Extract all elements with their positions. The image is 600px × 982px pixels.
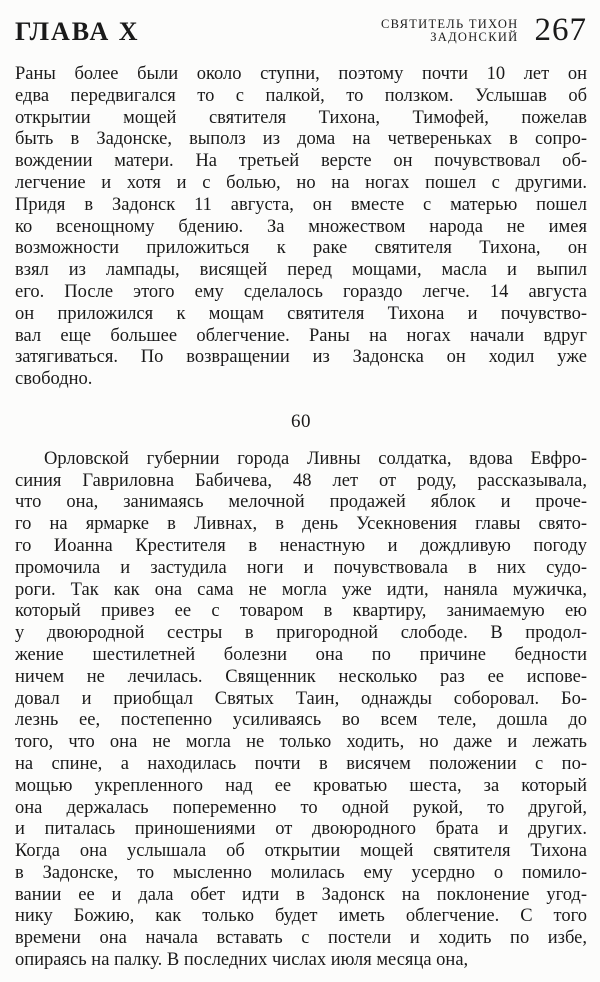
text-line: го на ярмарке в Ливнах, в день Усекновения главы свято- — [15, 514, 587, 535]
text-line: на спине, а находилась почти в висячем положении с по- — [15, 753, 587, 774]
text-line: лезнь ее, постепенно усиливаясь во всем теле, дошла до — [15, 710, 587, 731]
text-line: и питалась приношениями от двоюродного брата и других. — [15, 819, 587, 840]
page-number: 267 — [534, 12, 587, 48]
text-line: мощью укрепленного над ее кроватью шеста, за который — [15, 775, 587, 796]
running-title — [381, 18, 519, 44]
body-text — [15, 64, 587, 972]
text-line: нику Божию, как только будет иметь облегчение. С того — [15, 906, 587, 927]
chapter-heading: ГЛАВА X — [15, 17, 140, 46]
text-line: возможности приложиться к раке святителя Тихона, он — [15, 238, 587, 259]
text-line: что она, занимаясь мелочной продажей яблок и проче- — [15, 492, 587, 513]
text-line: открытии мощей святителя Тихона, Тимофей, пожелав — [15, 107, 587, 128]
running-title-line-2: ЗАДОНСКИЙ — [430, 30, 519, 44]
text-line: свободно. — [15, 369, 93, 390]
text-line: в Задонске, то мысленно молилась ему усердно о помило- — [15, 862, 587, 883]
text-line: вал еще большее облегчение. Раны на ногах начали вдруг — [15, 325, 587, 346]
text-line: у двоюродной сестры в пригородной слободе. В продол- — [15, 623, 587, 644]
text-line: ничем не лечилась. Священник несколько раз ее испове- — [15, 666, 587, 687]
text-line: который привез ее с товаром в квартиру, занимаемую ею — [15, 601, 587, 622]
text-line: того, что она не могла не только ходить, но даже и лежать — [15, 732, 587, 753]
text-line: вании ее и дала обет идти в Задонск на поклонение угод- — [15, 884, 587, 905]
text-line: ко всенощному бдению. За множеством народа не имея — [15, 216, 587, 237]
text-line: быть в Задонске, выполз из дома на четвереньках в сопро- — [15, 129, 587, 150]
text-line: он приложился к мощам святителя Тихона и почувство- — [15, 303, 587, 324]
running-title-line-1: СВЯТИТЕЛЬ ТИХОН — [380, 17, 519, 31]
text-line: довал и приобщал Святых Таин, однажды соборовал. Бо- — [15, 688, 587, 709]
text-line: Раны более были около ступни, поэтому почти 10 лет он — [15, 64, 587, 84]
paragraph-2 — [15, 449, 587, 972]
paragraph-1 — [15, 64, 587, 391]
text-line: взял из лампады, висящей перед мощами, масла и выпил — [15, 260, 587, 281]
text-line: вождении матери. На третьей версте он почувствовал об- — [15, 151, 587, 172]
text-line: Когда она услышала об открытии мощей святителя Тихона — [15, 841, 587, 862]
text-line: Придя в Задонск 11 августа, он вместе с матерью пошел — [15, 194, 587, 215]
text-line: Орловской губернии города Ливны солдатка, вдова Евфро- — [44, 448, 587, 469]
text-line: его. После этого ему сделалось гораздо легче. 14 августа — [15, 281, 587, 302]
section-number: 60 — [291, 410, 311, 432]
text-line: времени она начала вставать с постели и ходить по избе, — [15, 928, 587, 949]
text-line: синия Гавриловна Бабичева, 48 лет от роду, рассказывала, — [15, 470, 587, 491]
text-line: легчение и хотя и с болью, но на ногах пошел с другими. — [15, 172, 587, 193]
text-line: едва передвигался то с палкой, то ползком. Услышав об — [15, 85, 587, 106]
text-line: опираясь на палку. В последних числах июля месяца она, — [15, 950, 469, 971]
text-line: затягиваться. По возвращении из Задонска он ходил уже — [15, 347, 587, 368]
header-right-group — [381, 14, 587, 46]
text-line: роги. Так как она сама не могла уже идти, наняла мужичка, — [15, 579, 587, 600]
text-line: го Иоанна Крестителя в ненастную и дождливую погоду — [15, 535, 587, 556]
text-line: жение шестилетней болезни она по причине бедности — [15, 644, 587, 665]
text-line: промочила и застудила ноги и почувствовала в них судо- — [15, 557, 587, 578]
page-header — [15, 10, 587, 47]
text-line: она держалась попеременно то одной рукой, то другой, — [15, 797, 587, 818]
